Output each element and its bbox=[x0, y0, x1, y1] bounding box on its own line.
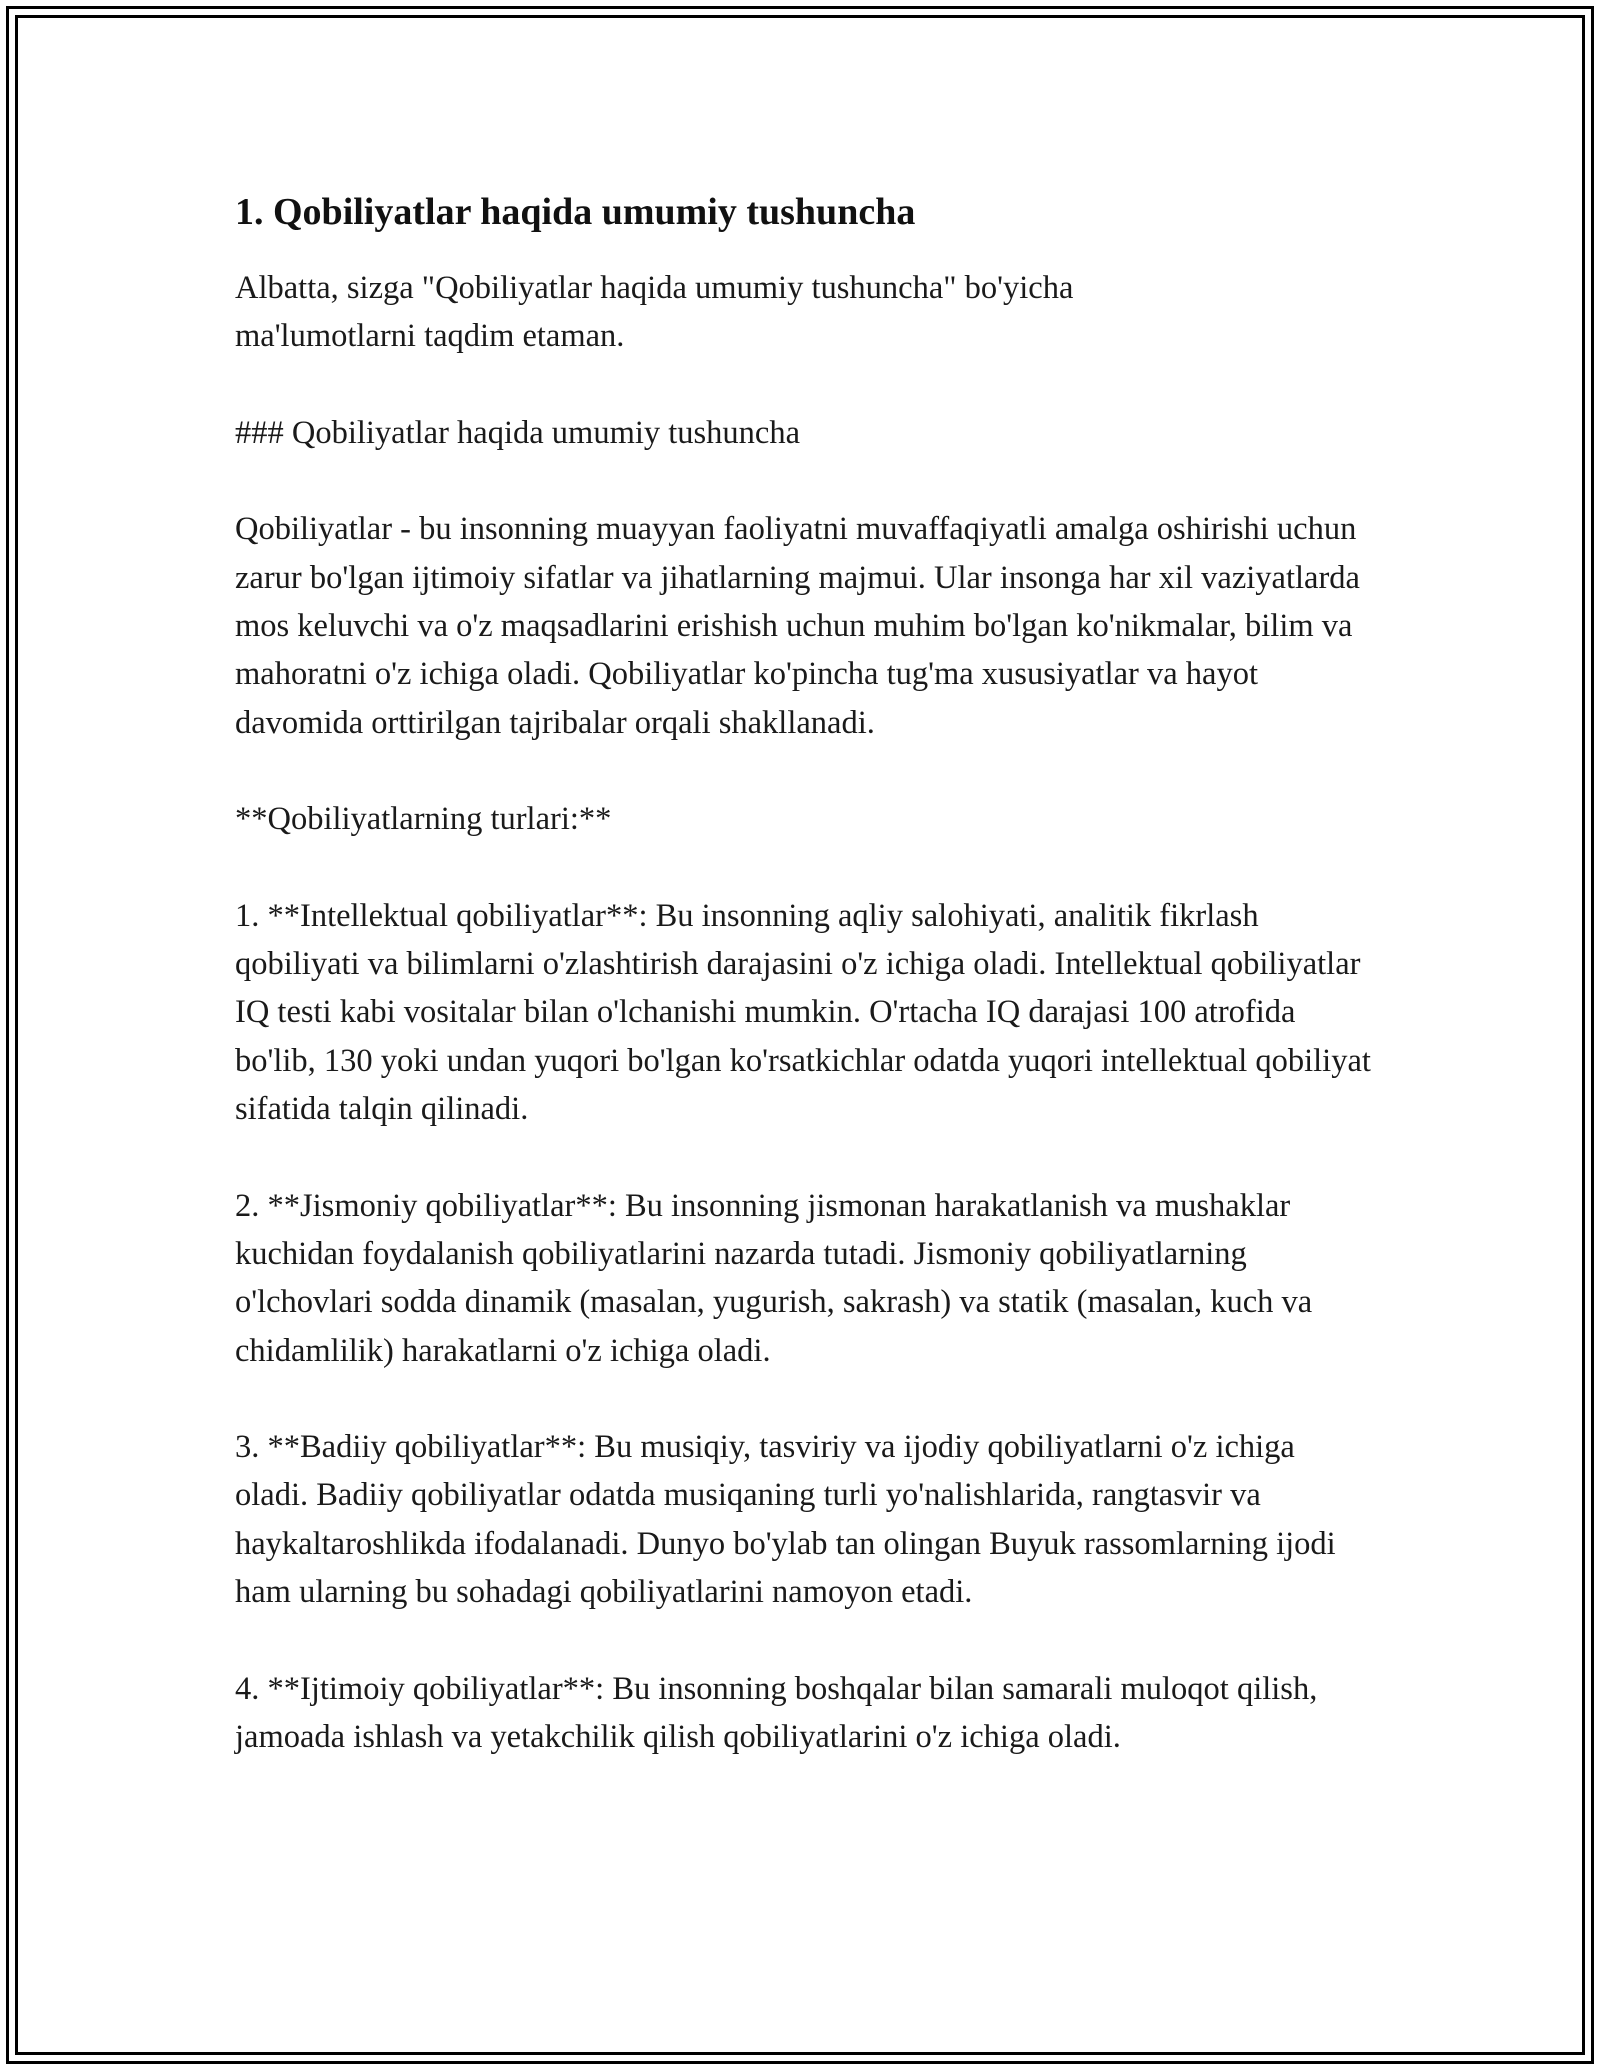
types-heading-paragraph: **Qobiliyatlarning turlari:** bbox=[235, 801, 612, 838]
document-title: 1. Qobiliyatlar haqida umumiy tushuncha bbox=[235, 191, 916, 233]
section-heading-paragraph: ### Qobiliyatlar haqida umumiy tushuncha bbox=[235, 414, 801, 451]
document-body bbox=[235, 188, 1375, 1761]
definition-paragraph: Qobiliyatlar - bu insonning muayyan faoliyatni muvaffaqiyatli amalga oshirishi uchun zarur bo'lgan ijtimoiy sifatlar va jihatlarning majmui. Ular insonga har xil vaziyatlarda mos keluvchi va o'z maqsadlarini erishish uchun muhim bo'lgan ko'nikmalar, bilim va mahoratni o'z ichiga oladi. Qobiliyatlar ko'pincha tug'ma xususiyatlar va hayot davomida orttirilgan tajribalar orqali shakllanadi. bbox=[235, 511, 1360, 741]
intro-paragraph: Albatta, sizga "Qobiliyatlar haqida umumiy tushuncha" bo'yicha ma'lumotlarni taqdim etaman. bbox=[235, 270, 1074, 355]
list-item-intellectual: 1. **Intellektual qobiliyatlar**: Bu insonning aqliy salohiyati, analitik fikrlash qobiliyati va bilimlarni o'zlashtirish darajasini o'z ichiga oladi. Intellektual qobiliyatlar IQ testi kabi vositalar bilan o'lchanishi mumkin. O'rtacha IQ darajasi 100 atrofida bo'lib, 130 yoki undan yuqori bo'lgan ko'rsatkichlar odatda yuqori intellektual qobiliyat sifatida talqin qilinadi. bbox=[235, 897, 1371, 1128]
list-item-social: 4. **Ijtimoiy qobiliyatlar**: Bu insonning boshqalar bilan samarali muloqot qilish, jamoada ishlash va yetakchilik qilish qobiliyatlarini o'z ichiga oladi. bbox=[235, 1670, 1318, 1755]
list-item-artistic: 3. **Badiiy qobiliyatlar**: Bu musiqiy, tasviriy va ijodiy qobiliyatlarni o'z ichiga oladi. Badiiy qobiliyatlar odatda musiqaning turli yo'nalishlarida, rangtasvir va haykaltaroshlikda ifodalanadi. Dunyo bo'ylab tan olingan Buyuk rassomlarning ijodi ham ularning bu sohadagi qobiliyatlarini namoyon etadi. bbox=[235, 1429, 1336, 1611]
list-item-physical: 2. **Jismoniy qobiliyatlar**: Bu insonning jismonan harakatlanish va mushaklar kuchidan foydalanish qobiliyatlarini nazarda tutadi. Jismoniy qobiliyatlarning o'lchovlari sodda dinamik (masalan, yugurish, sakrash) va statik (masalan, kuch va chidamlilik) harakatlarni o'z ichiga oladi. bbox=[235, 1187, 1313, 1369]
